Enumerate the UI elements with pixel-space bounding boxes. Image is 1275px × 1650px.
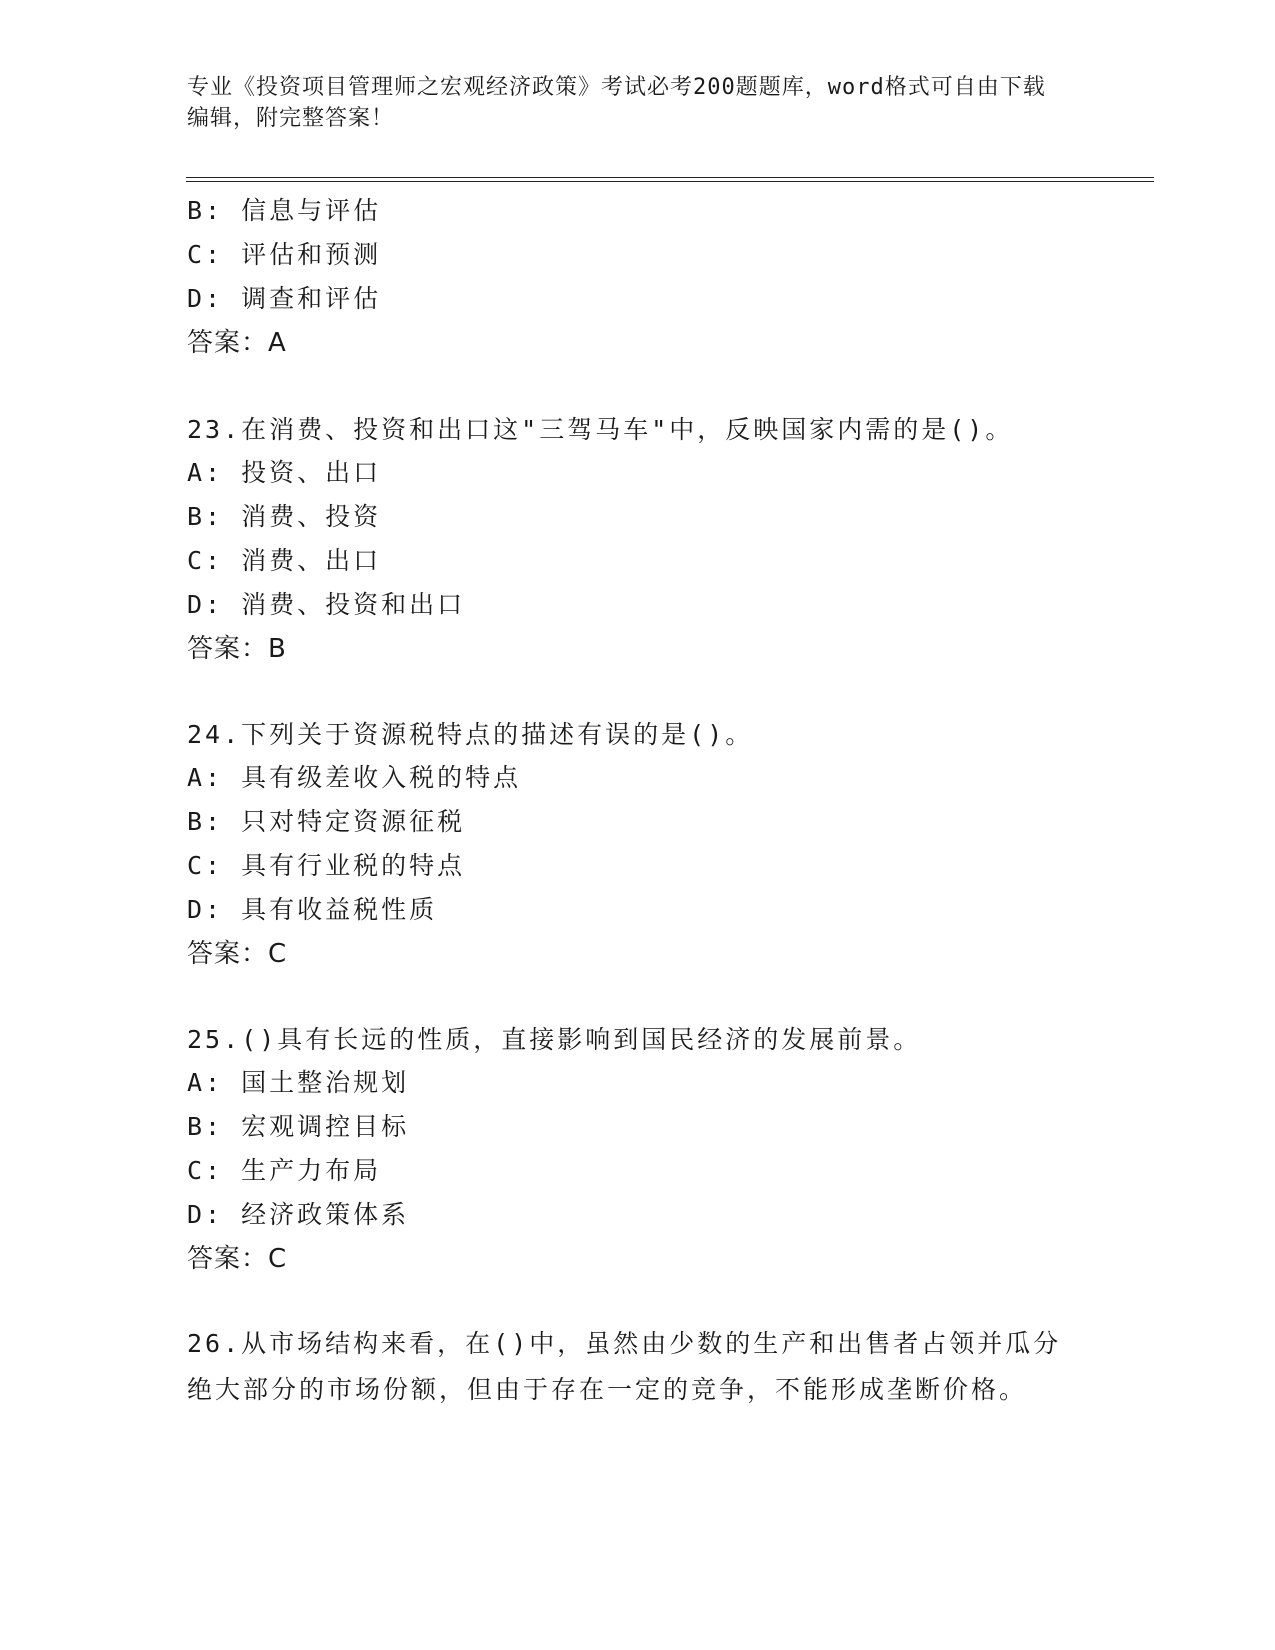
question-25: 25.()具有长远的性质，直接影响到国民经济的发展前景。 [187,1025,922,1054]
option-c: C: 评估和预测 [187,240,382,269]
q23-option-c: C: 消费、出口 [187,546,382,575]
q24-answer: 答案：C [187,939,288,969]
question-24: 24.下列关于资源税特点的描述有误的是()。 [187,720,754,749]
answer-line: 答案：A [187,328,287,358]
q23-answer: 答案：B [187,634,287,664]
q24-option-d: D: 具有收益税性质 [187,895,438,924]
option-b: B: 信息与评估 [187,196,382,225]
question-26: 26.从市场结构来看，在()中，虽然由少数的生产和出售者占领并瓜分绝大部分的市场份额，但由于存在一定的竞争，不能形成垄断价格。 [187,1329,1062,1404]
q23-option-a: A: 投资、出口 [187,458,382,487]
option-d: D: 调查和评估 [187,284,382,313]
q25-option-c: C: 生产力布局 [187,1156,382,1185]
q23-option-d: D: 消费、投资和出口 [187,590,466,619]
q25-option-d: D: 经济政策体系 [187,1200,410,1229]
q25-option-b: B: 宏观调控目标 [187,1112,410,1141]
q25-option-a: A: 国土整治规划 [187,1068,410,1097]
question-23: 23.在消费、投资和出口这"三驾马车"中，反映国家内需的是()。 [187,415,1014,444]
header-rule-top [186,177,1154,178]
header-rule-bottom [186,181,1154,182]
q24-option-a: A: 具有级差收入税的特点 [187,763,522,792]
q24-option-c: C: 具有行业税的特点 [187,851,466,880]
document-header: 专业《投资项目管理师之宏观经济政策》考试必考200题题库，word格式可自由下载编辑，附完整答案！ [187,75,1046,131]
q25-answer: 答案：C [187,1244,288,1274]
q23-option-b: B: 消费、投资 [187,502,382,531]
q24-option-b: B: 只对特定资源征税 [187,807,466,836]
